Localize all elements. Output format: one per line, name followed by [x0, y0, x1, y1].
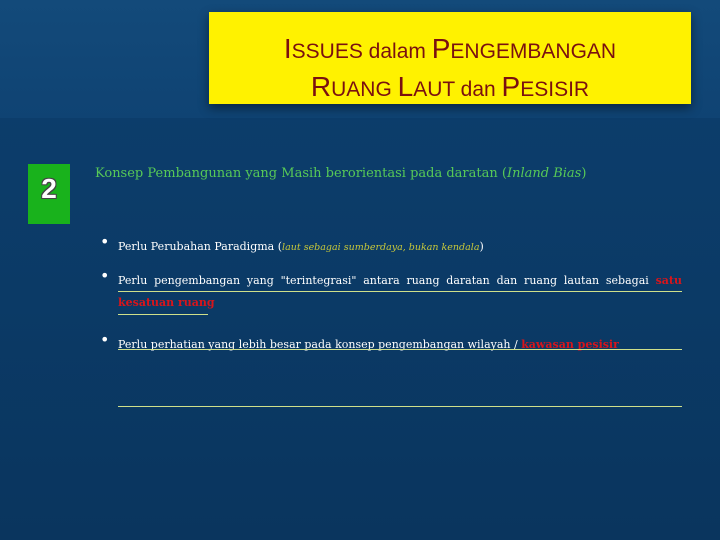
title-cap: P	[431, 33, 451, 64]
title-line-1	[209, 34, 691, 69]
title-cap: I	[283, 33, 292, 64]
bullet-dot: •	[100, 330, 110, 349]
bullet-text-pre: Perlu Perubahan Paradigma (	[118, 240, 283, 253]
heading-text: Konsep Pembangunan yang Masih berorientasi pada daratan (	[95, 166, 507, 181]
bullet-text-pre: Perlu perhatian yang lebih besar pada konsep pengembangan wilayah /	[118, 338, 522, 351]
title-text: UANG	[331, 78, 398, 101]
bullet-text-post: )	[479, 240, 484, 253]
underline-rule	[118, 314, 208, 315]
title-line-2	[209, 72, 691, 107]
bullet-text	[118, 236, 682, 259]
bullet-text	[118, 270, 682, 314]
title-cap: L	[397, 71, 414, 102]
heading-italic: Inland Bias	[506, 166, 582, 181]
section-heading	[95, 166, 695, 181]
underline-rule	[118, 406, 682, 407]
section-number-badge: 2	[28, 164, 70, 224]
title-text: AUT dan	[413, 78, 502, 101]
underline-rule	[118, 291, 682, 292]
title-text: SSUES dalam	[291, 40, 432, 63]
bullet-text	[118, 334, 682, 356]
bullet-emphasis: kawasan pesisir	[521, 338, 619, 351]
heading-close: )	[581, 166, 587, 181]
title-text: ENGEMBANGAN	[450, 40, 617, 63]
title-text: ESISIR	[520, 78, 590, 101]
bullet-text-pre: Perlu pengembangan yang "terintegrasi" antara ruang daratan dan ruang lautan sebagai	[118, 274, 656, 287]
bullet-dot: •	[100, 232, 110, 251]
bullet-emphasis: satu kesatuan ruang	[118, 274, 682, 309]
bullet-text-italic: laut sebagai sumberdaya, bukan kendala	[282, 242, 480, 253]
title-cap: R	[310, 71, 332, 102]
title-cap: P	[501, 71, 521, 102]
underline-rule	[118, 349, 682, 350]
bullet-dot: •	[100, 266, 110, 285]
title-box	[209, 12, 691, 104]
